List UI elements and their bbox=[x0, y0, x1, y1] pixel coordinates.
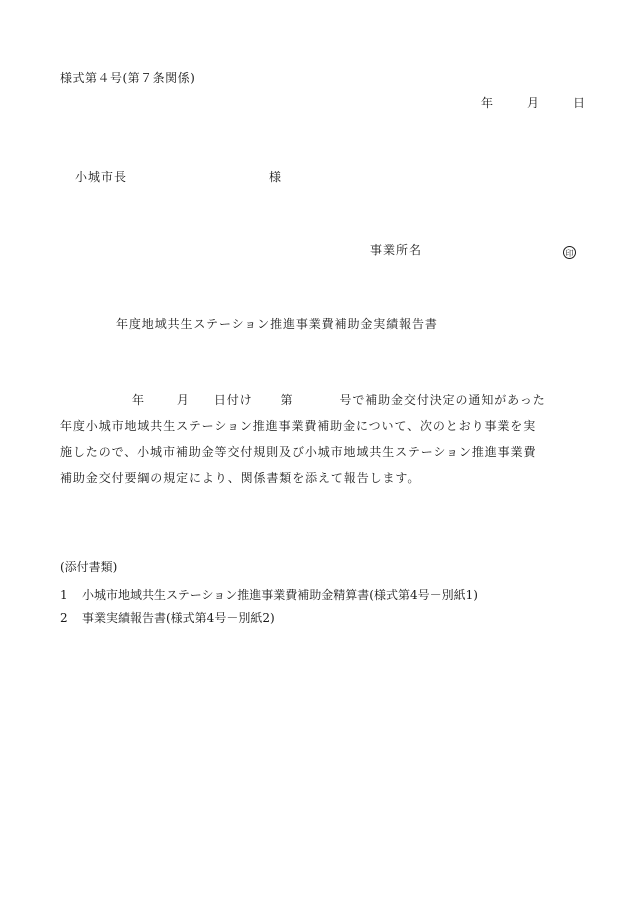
applicant-office bbox=[370, 244, 576, 259]
attachments-heading: (添付書類) bbox=[60, 560, 118, 574]
body-line-4: 補助金交付要綱の規定により、関係書類を添えて報告します。 bbox=[60, 471, 421, 485]
body-dai: 第 bbox=[280, 393, 294, 407]
attachments-list bbox=[60, 584, 478, 630]
attachment-number: 1 bbox=[60, 588, 68, 602]
body-line1-rest: 号で補助金交付決定の通知があった bbox=[339, 393, 546, 407]
date-day-label: 日 bbox=[573, 96, 586, 110]
office-name-label: 事業所名 bbox=[370, 243, 423, 257]
body-line-1 bbox=[60, 387, 580, 413]
attachment-text: 小城市地域共生ステーション推進事業費補助金精算書(様式第4号－別紙1) bbox=[82, 588, 478, 602]
date-year-label: 年 bbox=[481, 96, 494, 110]
body-paragraph bbox=[60, 387, 580, 491]
body-month: 月 bbox=[176, 393, 190, 407]
date-line bbox=[481, 97, 585, 109]
addressee-honorific: 様 bbox=[269, 170, 282, 184]
body-line-2: 年度小城市地域共生ステーション推進事業費補助金について、次のとおり事業を実 bbox=[60, 419, 537, 433]
addressee-mayor: 小城市長 bbox=[75, 170, 128, 184]
addressee bbox=[75, 171, 281, 183]
form-number: 様式第４号(第７条関係) bbox=[60, 71, 196, 85]
attachment-text: 事業実績報告書(様式第4号－別紙2) bbox=[82, 611, 275, 625]
seal-mark: 印 bbox=[563, 246, 576, 259]
attachment-item bbox=[60, 607, 478, 630]
attachment-number: 2 bbox=[60, 611, 68, 625]
body-year: 年 bbox=[132, 393, 145, 407]
date-month-label: 月 bbox=[527, 96, 540, 110]
document-title: 年度地域共生ステーション推進事業費補助金実績報告書 bbox=[116, 317, 438, 331]
attachment-item bbox=[60, 584, 478, 607]
body-line-3: 施したので、小城市補助金等交付規則及び小城市地域共生ステーション推進事業費 bbox=[60, 445, 537, 459]
body-dated: 日付け bbox=[213, 393, 253, 407]
